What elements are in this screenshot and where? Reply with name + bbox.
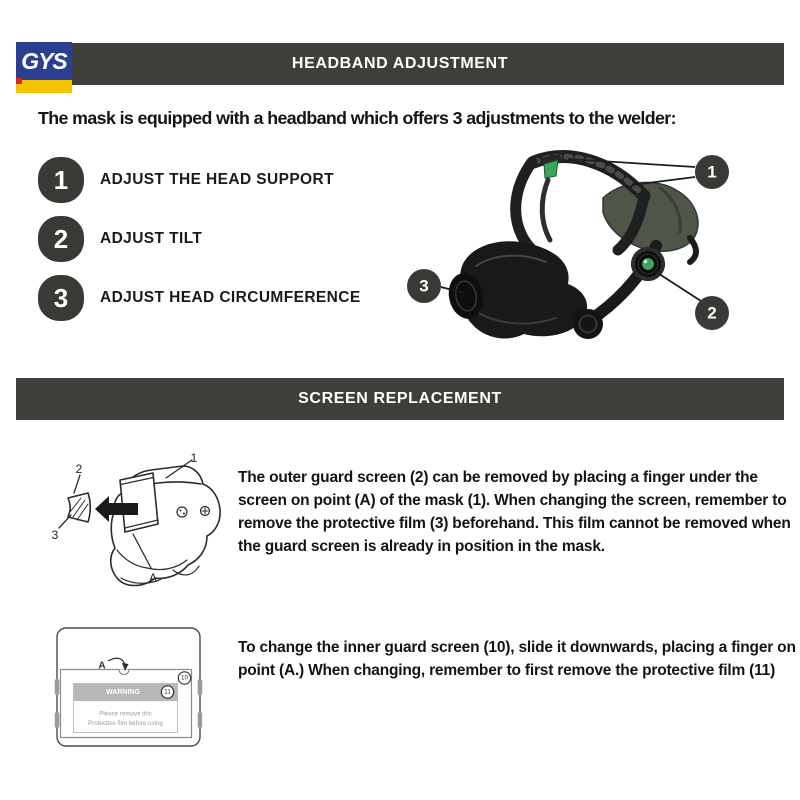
callout-number-2: 2	[707, 303, 717, 323]
warning-body-line1: Please remove this	[99, 710, 152, 718]
helmet-lens-window	[120, 473, 158, 532]
outer-diagram-label-point-a: A	[148, 571, 158, 585]
list-item	[38, 216, 361, 262]
gys-logo-yellow-bar	[16, 80, 72, 93]
gys-logo-red-accent	[16, 78, 22, 84]
outer-screen-paragraph: The outer guard screen (2) can be removed by placing a finger under the screen on point (A) of the mask (1). When changing the screen, remember to remove the protective film (3) beforehand. This film cannot be removed when the guard screen is already in position in the mask.	[238, 469, 791, 555]
headgear-side-knob	[573, 309, 603, 339]
number-badge-3: 3	[38, 275, 84, 321]
outer-diagram-label-screen: 2	[75, 462, 83, 476]
inner-diagram-label-film: 11	[164, 688, 171, 696]
intro-text: The mask is equipped with a headband which offers 3 adjustments to the welder:	[38, 108, 676, 128]
outer-screen-diagram	[25, 438, 225, 598]
callout-number-3: 3	[419, 276, 429, 296]
inner-diagram-label-point-a: A	[98, 660, 106, 672]
gys-logo-text: GYS	[21, 47, 67, 74]
outer-diagram-label-film: 3	[51, 528, 59, 542]
callout-number-1: 1	[707, 162, 717, 182]
inner-screen-paragraph: To change the inner guard screen (10), slide it downwards, placing a finger on point (A.) When changing, remember to first remove the protective film (11)	[238, 639, 796, 679]
headgear-cover	[603, 182, 698, 251]
screen-replacement-banner	[16, 378, 784, 420]
screen-replacement-banner-title: SCREEN REPLACEMENT	[298, 390, 502, 407]
adjustment-label: ADJUST THE HEAD SUPPORT	[100, 171, 334, 188]
gys-logo	[16, 42, 72, 95]
adjustments-list	[38, 157, 361, 334]
list-item	[38, 157, 361, 203]
headband-adjustment-banner	[16, 43, 784, 85]
list-item	[38, 275, 361, 321]
warning-title: WARNING	[106, 689, 140, 696]
inner-diagram-label-screen: 10	[180, 674, 189, 682]
headgear-photo	[398, 138, 793, 363]
gys-logo-blue-box	[16, 42, 72, 80]
number-badge-1: 1	[38, 157, 84, 203]
inner-screen-diagram	[25, 608, 225, 768]
warning-body-line2: Protective film before using	[88, 720, 163, 727]
outer-diagram-label-mask: 1	[190, 451, 198, 465]
headband-adjustment-banner-title: HEADBAND ADJUSTMENT	[291, 55, 509, 72]
adjustment-label: ADJUST TILT	[100, 230, 203, 247]
number-badge-2: 2	[38, 216, 84, 262]
adjustment-label: ADJUST HEAD CIRCUMFERENCE	[100, 289, 361, 306]
